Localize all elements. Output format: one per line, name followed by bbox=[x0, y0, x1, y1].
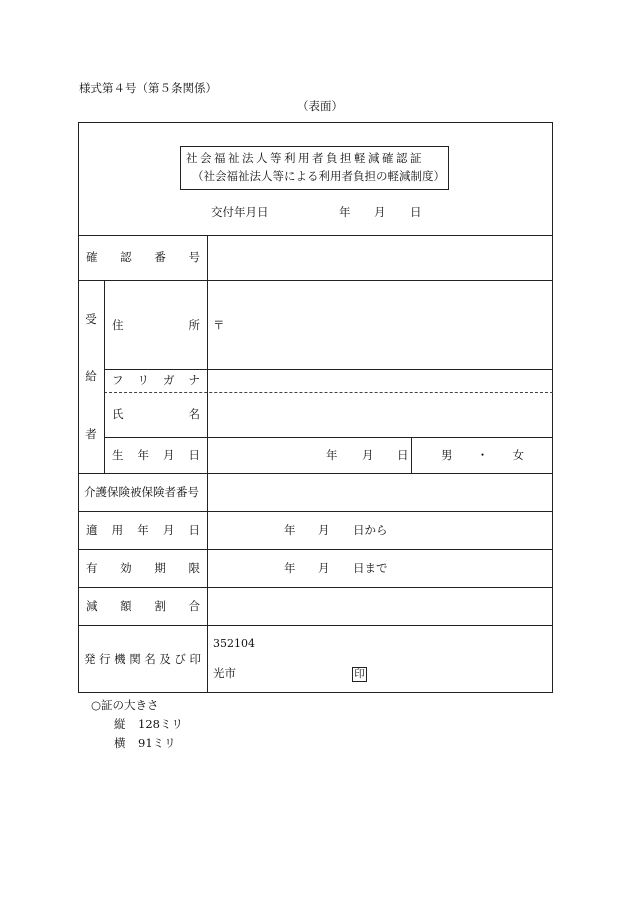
title-text: 社会福祉法人等利用者負担軽減確認証 bbox=[186, 151, 424, 165]
valid-day-suffix: 日まで bbox=[353, 561, 388, 575]
valid-year-unit: 年 bbox=[284, 561, 296, 575]
birth-month-unit: 月 bbox=[362, 448, 374, 462]
issue-day-unit: 日 bbox=[410, 205, 422, 219]
note-height-label: 縦 bbox=[114, 717, 126, 731]
rule bbox=[78, 549, 553, 550]
name-label: 氏 名 bbox=[112, 407, 200, 421]
note-width-value: 91ミリ bbox=[138, 736, 176, 750]
rule bbox=[207, 235, 208, 693]
sex-options bbox=[441, 450, 524, 462]
birth-year-unit: 年 bbox=[326, 448, 338, 462]
side-label: （表面） bbox=[297, 99, 343, 113]
birthdate-label: 生 年 月 日 bbox=[112, 448, 200, 462]
rule bbox=[78, 511, 553, 512]
note-width-label: 横 bbox=[114, 736, 126, 750]
rule bbox=[411, 437, 412, 473]
confirmation-number-label: 確 認 番 号 bbox=[86, 250, 200, 264]
rule bbox=[104, 280, 105, 473]
effective-year-unit: 年 bbox=[284, 523, 296, 537]
rule bbox=[78, 625, 553, 626]
rule bbox=[104, 369, 553, 370]
furigana-label: フ リ ガ ナ bbox=[112, 373, 200, 387]
effective-month-unit: 月 bbox=[318, 523, 330, 537]
issue-month-unit: 月 bbox=[374, 205, 386, 219]
sex-separator: ・ bbox=[476, 448, 489, 462]
valid-until-label: 有 効 期 限 bbox=[86, 561, 200, 575]
insured-number-label: 介護保険被保険者番号 bbox=[84, 485, 199, 499]
dashed-rule bbox=[104, 392, 553, 393]
issuer-label: 発 行 機 関 名 及 び 印 bbox=[84, 652, 201, 666]
postal-mark: 〒 bbox=[213, 318, 225, 332]
birth-day-unit: 日 bbox=[397, 448, 409, 462]
issue-year-unit: 年 bbox=[339, 205, 351, 219]
sex-female: 女 bbox=[512, 448, 524, 462]
notes-heading: ○証の大きさ bbox=[91, 698, 159, 712]
title-line2: （社会福祉法人等による利用者負担の軽減制度） bbox=[192, 169, 445, 183]
recipient-group-label: 受 給 者 bbox=[85, 312, 97, 441]
form-number-label: 様式第４号（第５条関係） bbox=[79, 81, 217, 95]
valid-month-unit: 月 bbox=[318, 561, 330, 575]
seal-mark: 印 bbox=[352, 667, 367, 682]
address-label: 住 所 bbox=[112, 318, 200, 332]
issuer-code: 352104 bbox=[213, 637, 255, 650]
issue-date-label: 交付年月日 bbox=[211, 205, 269, 219]
title-line1 bbox=[186, 153, 443, 165]
reduction-rate-label: 減 額 割 合 bbox=[86, 599, 200, 613]
effective-day-suffix: 日から bbox=[353, 523, 388, 537]
rule bbox=[78, 587, 553, 588]
rule bbox=[78, 235, 553, 236]
issuer-name: 光市 bbox=[213, 666, 236, 680]
rule bbox=[78, 280, 553, 281]
sex-male: 男 bbox=[441, 448, 453, 462]
rule bbox=[78, 473, 553, 474]
note-height-value: 128ミリ bbox=[138, 717, 183, 731]
rule bbox=[104, 437, 553, 438]
effective-date-label: 適 用 年 月 日 bbox=[86, 523, 200, 537]
